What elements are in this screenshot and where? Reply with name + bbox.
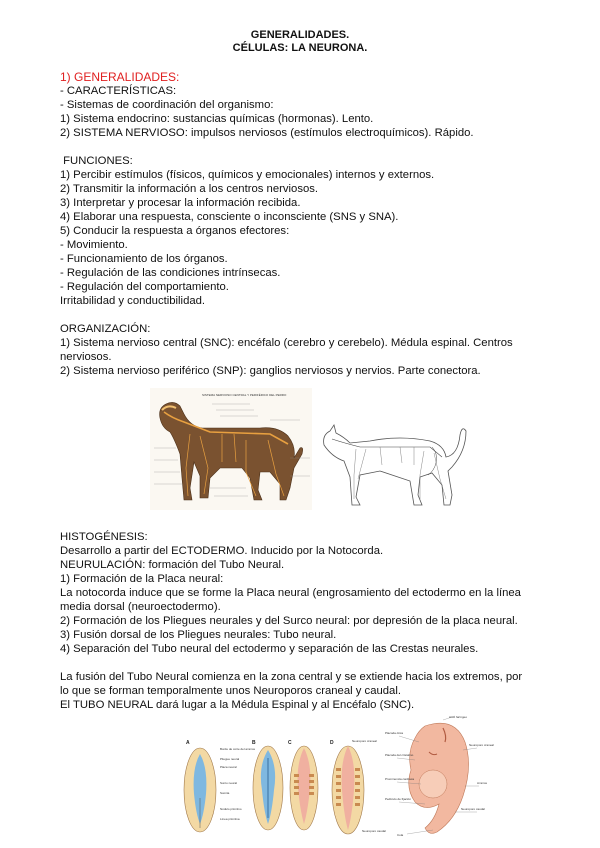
embryo-figure (385, 712, 494, 840)
figure-caption: SISTEMA NERVIOSO CENTRAL Y PERIFÉRICO DEL PERRO (202, 393, 287, 397)
panel-d (330, 739, 386, 834)
text-line: 1) Formación de la Placa neural: (60, 573, 224, 585)
svg-text:C: C (288, 740, 292, 746)
svg-text:Pedículo de fijación: Pedículo de fijación (385, 797, 412, 801)
text-line: ORGANIZACIÓN: (60, 323, 151, 335)
svg-text:Placa neural: Placa neural (220, 765, 237, 769)
dog-nervous-system-figure (150, 388, 312, 510)
text-line: Irritabilidad y conductibilidad. (60, 295, 206, 307)
svg-text:Cola: Cola (397, 833, 404, 837)
text-line: La notocorda induce que se forme la Placa neural (engrosamiento del ectodermo en la línea (60, 587, 521, 599)
text-line: - CARACTERÍSTICAS: (60, 85, 177, 97)
text-line: lo que se forman temporalmente unos Neuroporos craneal y caudal. (60, 685, 401, 697)
cat-nervous-system-figure (320, 395, 470, 510)
svg-text:Placoda ótica: Placoda ótica (385, 731, 404, 735)
text-line: 2) Sistema nervioso periférico (SNP): ganglios nerviosos y nervios. Parte conectora. (60, 365, 481, 377)
text-line: NEURULACIÓN: formación del Tubo Neural. (60, 559, 285, 571)
svg-text:Borde de corte del amnios: Borde de corte del amnios (220, 747, 256, 751)
text-line: Desarrollo a partir del ECTODERMO. Inducido por la Notocorda. (60, 545, 384, 557)
svg-text:B: B (252, 740, 256, 746)
svg-text:D: D (330, 740, 334, 746)
text-line: El TUBO NEURAL dará lugar a la Médula Espinal y al Encéfalo (SNC). (60, 699, 415, 711)
svg-text:Línea primitiva: Línea primitiva (220, 817, 240, 821)
svg-text:A: A (186, 740, 190, 746)
neurulation-stages-figure (180, 738, 386, 838)
svg-text:Nódulo primitivo: Nódulo primitivo (220, 807, 242, 811)
svg-text:Prominencia cardíaca: Prominencia cardíaca (385, 777, 415, 781)
svg-text:Arco faríngeo: Arco faríngeo (449, 715, 468, 719)
text-line: 3) Interpretar y procesar la información recibida. (60, 197, 301, 209)
text-line: HISTOGÉNESIS: (60, 531, 148, 543)
svg-text:Neuroporo caudal: Neuroporo caudal (461, 807, 485, 811)
page-title-line1: GENERALIDADES. (250, 29, 350, 41)
section-heading: 1) GENERALIDADES: (60, 70, 180, 84)
text-line: 1) Sistema nervioso central (SNC): encéfalo (cerebro y cerebelo). Médula espinal. Centros (60, 337, 513, 349)
text-line: 5) Conducir la respuesta a órganos efectores: (60, 225, 290, 237)
svg-text:Neuroporo craneal: Neuroporo craneal (469, 743, 494, 747)
text-line: La fusión del Tubo Neural comienza en la zona central y se extiende hacia los extremos, por (60, 671, 523, 683)
text-line: - Regulación de las condiciones intrínsecas. (60, 267, 281, 279)
text-line: nerviosos. (60, 351, 112, 363)
text-line: 4) Separación del Tubo neural del ectodermo y separación de las Crestas neurales. (60, 643, 479, 655)
page-title-line2: CÉLULAS: LA NEURONA. (232, 42, 368, 54)
text-line: - Movimiento. (60, 239, 128, 251)
text-line: media dorsal (neuroectodermo). (60, 601, 221, 613)
svg-text:Somita: Somita (220, 791, 230, 795)
panel-b (252, 740, 283, 830)
text-line: FUNCIONES: (60, 155, 133, 167)
svg-text:Neuroporo craneal: Neuroporo craneal (352, 739, 377, 743)
svg-text:Pliegue neural: Pliegue neural (220, 757, 240, 761)
text-line: 4) Elaborar una respuesta, consciente o inconsciente (SNS y SNA). (60, 211, 399, 223)
text-line: - Regulación del comportamiento. (60, 281, 229, 293)
text-line: - Funcionamiento de los órganos. (60, 253, 228, 265)
text-line: 2) Transmitir la información a los centros nerviosos. (60, 183, 319, 195)
panel-labels-a (220, 747, 256, 821)
svg-text:Placoda del cristalino: Placoda del cristalino (385, 753, 414, 757)
panel-a (184, 740, 216, 832)
text-line: 1) Sistema endocrino: sustancias químicas (hormonas). Lento. (60, 113, 374, 125)
text-line: 2) Formación de los Pliegues neurales y del Surco neural: por depresión de la placa neural. (60, 615, 518, 627)
svg-text:Amnios: Amnios (477, 781, 488, 785)
text-line: - Sistemas de coordinación del organismo: (60, 99, 274, 111)
svg-text:Surco neural: Surco neural (220, 781, 238, 785)
panel-c (288, 740, 318, 830)
text-line: 2) SISTEMA NERVIOSO: impulsos nerviosos (estímulos electroquímicos). Rápido. (60, 127, 474, 139)
text-line: 3) Fusión dorsal de los Pliegues neurales: Tubo neural. (60, 629, 337, 641)
text-line: 1) Percibir estímulos (físicos, químicos y emocionales) internos y externos. (60, 169, 435, 181)
svg-text:Neuroporo caudal: Neuroporo caudal (362, 829, 386, 833)
